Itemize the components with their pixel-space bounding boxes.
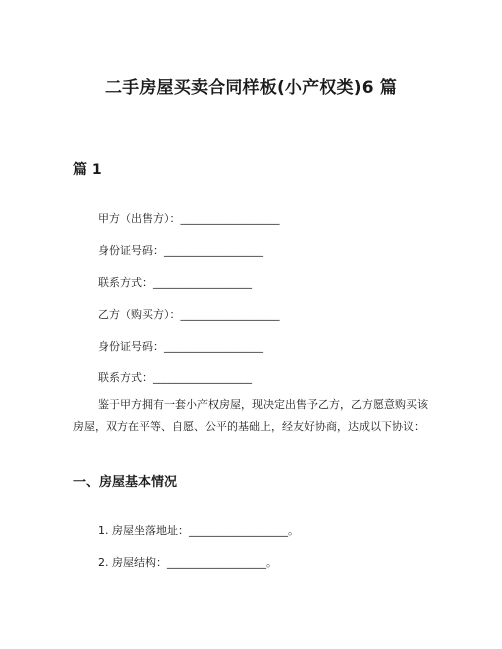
buyer-field: 乙方（购买方）：__________________ (98, 308, 280, 321)
seller-field: 甲方（出售方）：__________________ (98, 212, 280, 225)
subsection-heading: 一、房屋基本情况 (73, 475, 178, 490)
list-item-address: 1. 房屋坐落地址：__________________。 (98, 524, 299, 537)
list-item-structure: 2. 房屋结构：__________________。 (98, 556, 277, 569)
seller-contact-field: 联系方式：__________________ (98, 276, 252, 289)
intro-paragraph: 鉴于甲方拥有一套小产权房屋，现决定出售予乙方，乙方愿意购买该房屋，双方在平等、自愿、公平的基础上，经友好协商，达成以下协议： (73, 398, 428, 433)
buyer-contact-field: 联系方式：__________________ (98, 371, 252, 384)
document-title: 二手房屋买卖合同样板(小产权类)6 篇 (104, 78, 398, 98)
seller-id-field: 身份证号码：__________________ (98, 244, 263, 257)
buyer-id-field: 身份证号码：__________________ (98, 340, 263, 353)
section-heading: 篇 1 (73, 162, 102, 178)
